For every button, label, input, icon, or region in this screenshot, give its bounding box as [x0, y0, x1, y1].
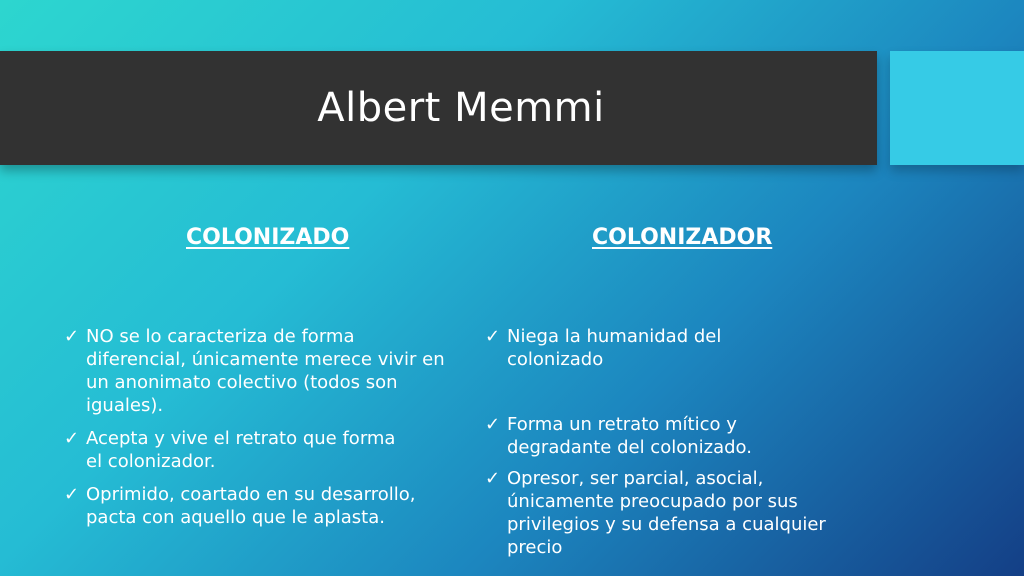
bullet-item — [64, 325, 446, 417]
checkmark-icon: ✓ — [64, 326, 80, 347]
bullet-text: NO se lo caracteriza de forma diferencial, únicamente merece vivir en un anonimato colectivo (todos son iguales). — [86, 326, 445, 416]
title-bar — [0, 51, 877, 165]
bullet-text: Acepta y vive el retrato que forma el colonizador. — [86, 428, 396, 472]
checkmark-icon: ✓ — [485, 414, 501, 435]
checkmark-icon: ✓ — [485, 468, 501, 489]
accent-square — [890, 51, 1024, 165]
bullet-item — [485, 413, 837, 459]
column-heading-colonizado: COLONIZADO — [186, 225, 350, 250]
column-colonizado — [64, 222, 464, 528]
checkmark-icon: ✓ — [485, 326, 501, 347]
bullet-text: Forma un retrato mítico y degradante del colonizado. — [507, 414, 752, 458]
bullet-text: Oprimido, coartado en su desarrollo, pacta con aquello que le aplasta. — [86, 484, 416, 528]
bullet-text: Opresor, ser parcial, asocial, únicamente preocupado por sus privilegios y su defensa a cualquier precio — [507, 468, 826, 558]
bullet-item — [64, 427, 416, 473]
bullet-item — [485, 325, 807, 371]
checkmark-icon: ✓ — [64, 428, 80, 449]
bullet-item — [64, 483, 466, 529]
column-heading-colonizador: COLONIZADOR — [592, 225, 773, 250]
bullet-text: Niega la humanidad del colonizado — [507, 326, 722, 370]
slide-title: Albert Memmi — [317, 85, 605, 131]
column-colonizador — [485, 222, 885, 558]
bullet-item — [485, 467, 867, 559]
checkmark-icon: ✓ — [64, 484, 80, 505]
